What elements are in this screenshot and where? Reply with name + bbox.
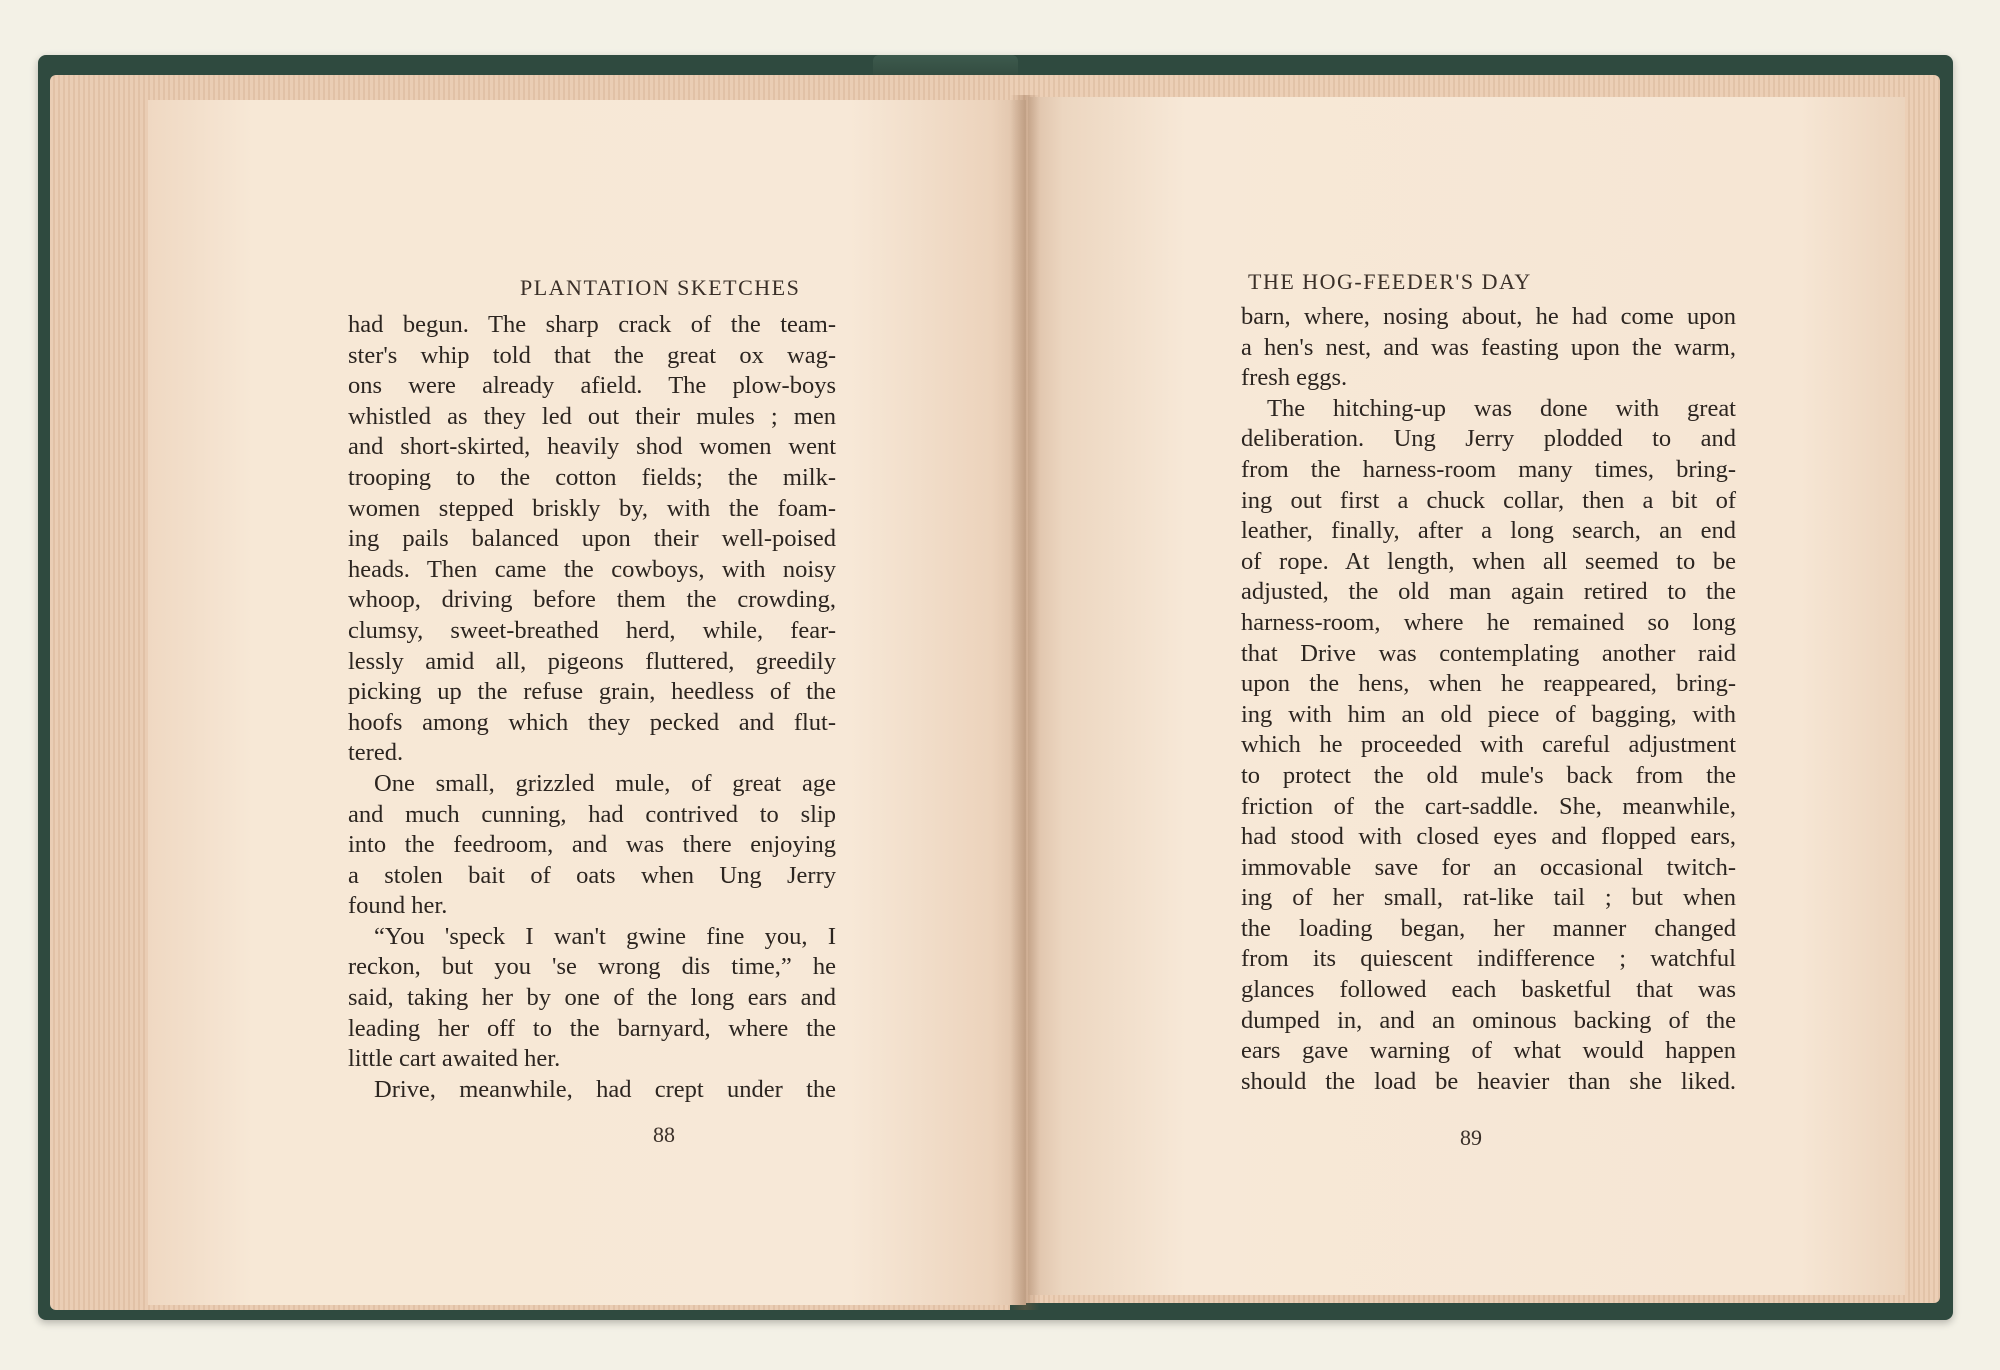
book-gutter: [1010, 95, 1040, 1310]
text-line: “You 'speck I wan't gwine fine you, I: [374, 922, 836, 950]
text-line: upon the hens, when he reappeared, bring-: [1241, 670, 1736, 698]
text-line: a hen's nest, and was feasting upon the warm,: [1241, 333, 1736, 361]
text-line: reckon, but you 'se wrong dis time,” he: [348, 953, 836, 981]
open-book: [38, 55, 1953, 1320]
text-line: ing out first a chuck collar, then a bit of: [1241, 486, 1736, 514]
text-line: hoofs among which they pecked and flut-: [348, 708, 836, 736]
text-line: had stood with closed eyes and flopped ears,: [1241, 823, 1736, 851]
text-line: ing pails balanced upon their well-poised: [348, 525, 836, 553]
right-running-head: THE HOG-FEEDER'S DAY: [1248, 269, 1532, 294]
text-line: said, taking her by one of the long ears and: [348, 984, 836, 1012]
left-running-head: PLANTATION SKETCHES: [520, 275, 801, 300]
text-line: clumsy, sweet-breathed herd, while, fear-: [348, 616, 836, 644]
text-line: little cart awaited her.: [348, 1045, 561, 1073]
text-line: from its quiescent indifference ; watchful: [1241, 945, 1736, 973]
text-line: into the feedroom, and was there enjoying: [348, 831, 836, 859]
text-line: whistled as they led out their mules ; men: [348, 402, 836, 430]
text-line: picking up the refuse grain, heedless of the: [348, 678, 836, 706]
right-page: [1028, 97, 1905, 1295]
text-line: friction of the cart-saddle. She, meanwhile,: [1241, 792, 1736, 820]
text-line: whoop, driving before them the crowding,: [348, 586, 836, 614]
text-line: tered.: [348, 739, 404, 767]
text-line: heads. Then came the cowboys, with noisy: [348, 555, 836, 583]
right-page-number: 89: [1460, 1125, 1482, 1150]
left-page: [148, 100, 1026, 1305]
text-line: and short-skirted, heavily shod women went: [348, 433, 836, 461]
left-page-number: 88: [653, 1122, 675, 1147]
text-line: fresh eggs.: [1241, 364, 1348, 392]
text-line: the loading began, her manner changed: [1241, 914, 1736, 942]
text-line: that Drive was contemplating another raid: [1241, 639, 1736, 667]
text-line: which he proceeded with careful adjustment: [1241, 731, 1736, 759]
left-page-text: [348, 310, 836, 1105]
text-line: lessly amid all, pigeons fluttered, greedily: [348, 647, 836, 675]
text-line: found her.: [348, 892, 448, 920]
text-line: adjusted, the old man again retired to the: [1241, 578, 1736, 606]
text-line: ing of her small, rat-like tail ; but when: [1241, 884, 1736, 912]
text-line: a stolen bait of oats when Ung Jerry: [348, 861, 836, 889]
text-line: immovable save for an occasional twitch-: [1241, 853, 1736, 881]
text-line: The hitching-up was done with great: [1267, 394, 1736, 422]
text-line: leather, finally, after a long search, an end: [1241, 517, 1736, 545]
text-line: from the harness-room many times, bring-: [1241, 455, 1736, 483]
text-line: had begun. The sharp crack of the team-: [348, 311, 836, 338]
text-line: leading her off to the barnyard, where the: [348, 1014, 836, 1042]
text-line: and much cunning, had contrived to slip: [348, 800, 836, 828]
text-line: of rope. At length, when all seemed to be: [1241, 547, 1736, 575]
text-line: deliberation. Ung Jerry plodded to and: [1241, 425, 1736, 453]
text-line: harness-room, where he remained so long: [1241, 608, 1736, 636]
text-line: Drive, meanwhile, had crept under the: [374, 1075, 836, 1103]
text-line: barn, where, nosing about, he had come upon: [1241, 303, 1736, 330]
text-line: should the load be heavier than she liked.: [1241, 1067, 1736, 1095]
text-line: dumped in, and an ominous backing of the: [1241, 1006, 1736, 1034]
text-line: ster's whip told that the great ox wag-: [348, 341, 836, 369]
text-line: women stepped briskly by, with the foam-: [348, 494, 836, 522]
text-line: trooping to the cotton fields; the milk-: [348, 463, 836, 491]
text-line: glances followed each basketful that was: [1241, 976, 1736, 1004]
text-line: ing with him an old piece of bagging, with: [1241, 700, 1736, 728]
right-page-text: [1241, 302, 1736, 1097]
text-line: ears gave warning of what would happen: [1241, 1037, 1736, 1065]
text-line: to protect the old mule's back from the: [1241, 761, 1736, 789]
text-line: One small, grizzled mule, of great age: [374, 769, 836, 797]
text-line: ons were already afield. The plow-boys: [348, 372, 836, 400]
